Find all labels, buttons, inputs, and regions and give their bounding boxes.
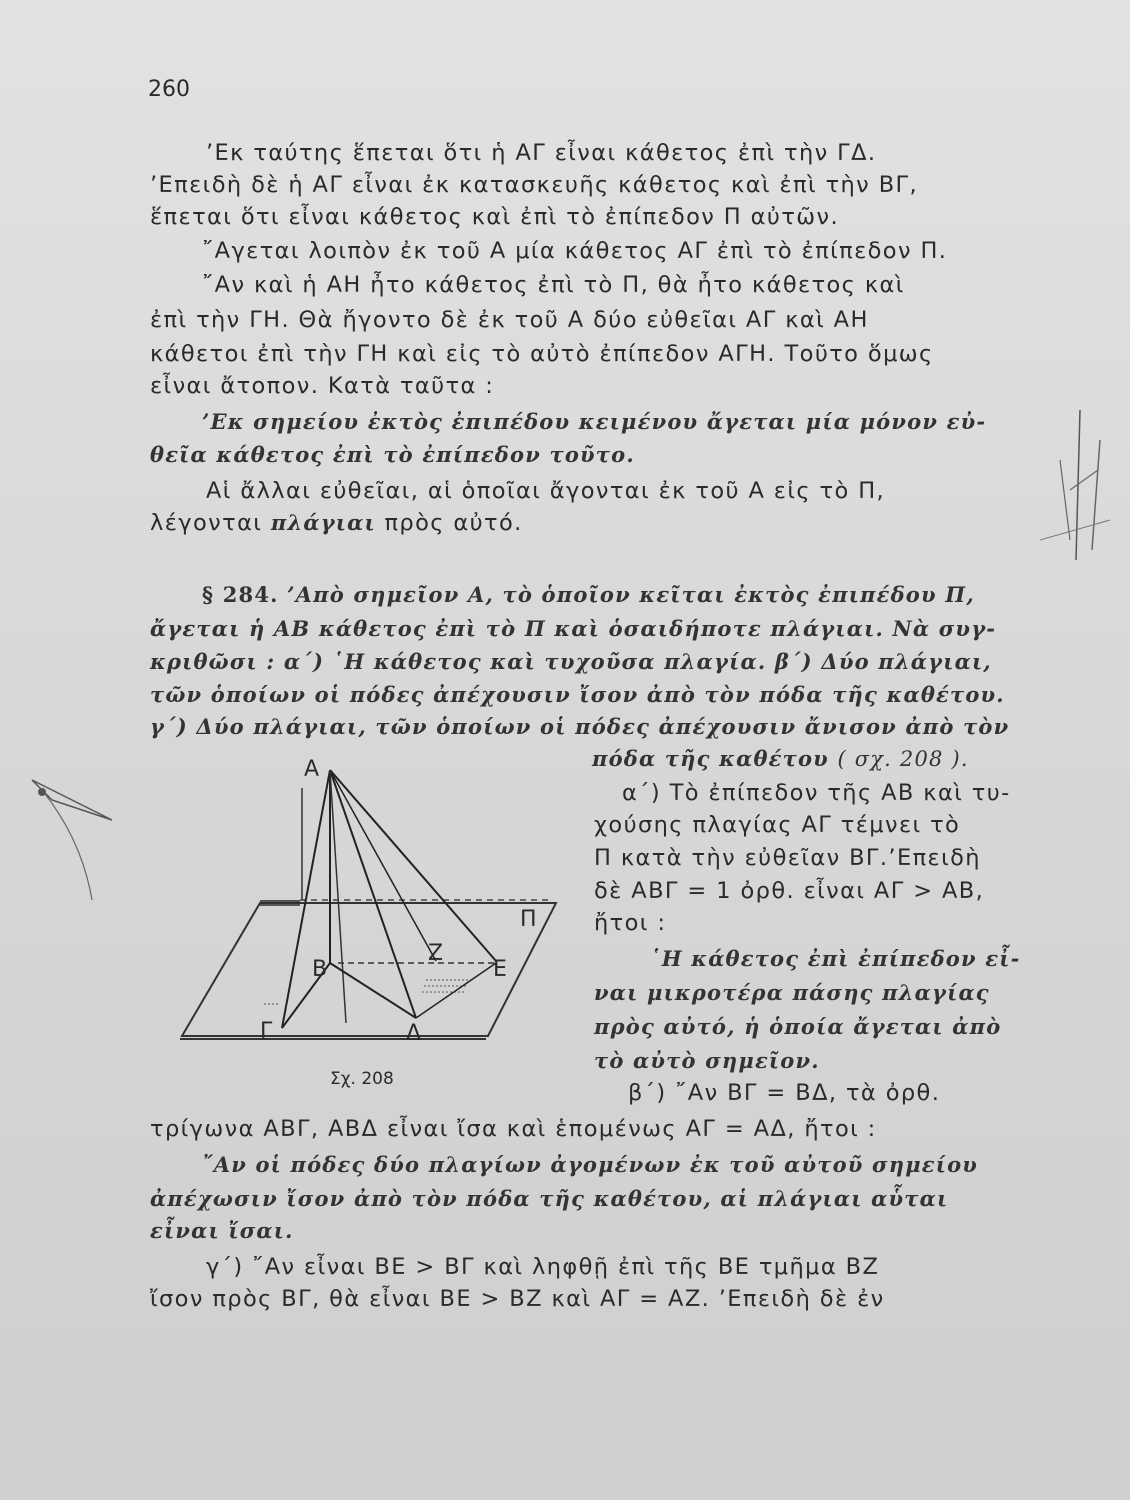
theorem3-line-1: ῎Αν οἱ πόδες δύο πλαγίων ἀγομένων ἐκ τοῦ αὐτοῦ σημείου [202,1152,979,1177]
text-line-8: εἶναι ἄτοπον. Κατὰ ταῦτα : [150,373,495,399]
label-a: Α [304,757,320,782]
text-line-21: Π κατὰ τὴν εὐθεῖαν ΒΓ.’Επειδὴ [594,845,981,871]
text-line-3: ἕπεται ὅτι εἶναι κάθετος καὶ ἐπὶ τὸ ἐπίπεδον Π αὐτῶν. [150,204,840,230]
problem-line-2: ἄγεται ἡ ΑΒ κάθετος ἐπὶ τὸ Π καὶ ὁσαιδήποτε πλάγιαι. Νὰ συγ- [150,616,997,641]
label-g: Γ [260,1019,273,1044]
segment-ae [330,770,496,961]
text-line-33: γ΄) ῎Αν εἶναι ΒΕ > ΒΓ καὶ ληφθῇ ἐπὶ τῆς ΒΕ τμῆμα ΒΖ [206,1254,880,1280]
segment-bd [330,963,416,1018]
figure-caption: Σχ. 208 [330,1069,394,1089]
margin-scribble-right [1040,400,1120,620]
label-z: Ζ [428,941,444,966]
theorem2-line-4: τὸ αὐτὸ σημεῖον. [594,1048,820,1073]
text-line-23: ἤτοι : [594,910,667,936]
label-p: Π [520,907,537,932]
figure-reference: ( σχ. 208 ). [837,747,969,771]
text-line-2: ’Επειδὴ δὲ ἡ ΑΓ εἶναι ἐκ κατασκευῆς κάθετος καὶ ἐπὶ τὴν ΒΓ, [150,172,919,198]
page-number: 260 [148,77,190,102]
theorem2-line-2: ναι μικροτέρα πάσης πλαγίας [594,980,990,1005]
text-line-1: ’Εκ ταύτης ἕπεται ὅτι ἡ ΑΓ εἶναι κάθετος ἐπὶ τὴν ΓΔ. [206,140,877,166]
text-line-7: κάθετοι ἐπὶ τὴν ΓΗ καὶ εἰς τὸ αὐτὸ ἐπίπεδον ΑΓΗ. Τοῦτο ὅμως [150,341,934,367]
label-b: Β [312,957,328,982]
text-span: πρὸς αὐτό. [375,510,523,536]
text-line-22: δὲ ΑΒΓ = 1 ὀρθ. εἶναι ΑΓ > ΑΒ, [594,878,985,904]
theorem-line-1: ’Εκ σημείου ἐκτὸς ἐπιπέδου κειμένου ἄγεται μία μόνον εὐ- [202,409,987,434]
theorem3-line-2: ἀπέχωσιν ἴσον ἀπὸ τὸν πόδα τῆς καθέτου, αἱ πλάγιαι αὗται [150,1186,949,1211]
problem-line-4: τῶν ὁποίων οἱ πόδες ἀπέχουσιν ἴσον ἀπὸ τὸν πόδα τῆς καθέτου. [150,682,1005,707]
label-e: Ε [493,957,507,982]
section-heading [202,580,975,610]
text-line-12 [150,508,523,538]
text-line-11: Αἱ ἄλλαι εὐθεῖαι, αἱ ὁποῖαι ἄγονται ἐκ τοῦ Α εἰς τὸ Π, [206,478,886,504]
theorem2-line-1: ῾Η κάθετος ἐπὶ ἐπίπεδον εἶ- [650,946,1021,971]
text-span: λέγονται [150,510,271,536]
label-d: Δ [406,1021,422,1046]
segment-de [416,963,496,1018]
text-line-20: χούσης πλαγίας ΑΓ τέμνει τὸ [594,812,961,838]
text-line-19: α΄) Τὸ ἐπίπεδον τῆς ΑΒ καὶ τυ- [622,780,1011,806]
text-line-4: ῎Αγεται λοιπὸν ἐκ τοῦ Α μία κάθετος ΑΓ ἐπὶ τὸ ἐπίπεδον Π. [202,238,948,264]
section-title: ’Απὸ σημεῖον Α, τὸ ὁποῖον κεῖται ἐκτὸς ἐπιπέδου Π, [287,582,975,607]
theorem-line-2: θεῖα κάθετος ἐπὶ τὸ ἐπίπεδον τοῦτο. [150,442,635,467]
text-span: πόδα τῆς καθέτου [592,746,838,771]
problem-line-3: κριθῶσι : α΄) ῾Η κάθετος καὶ τυχοῦσα πλαγία. β΄) Δύο πλάγιαι, [150,649,992,674]
margin-scribble-left [22,760,132,910]
text-line-29: τρίγωνα ΑΒΓ, ΑΒΔ εἶναι ἴσα καὶ ἑπομένως ΑΓ = ΑΔ, ἤτοι : [150,1116,877,1142]
figure-208 [168,748,588,1098]
segment-ag [282,770,330,1028]
emphasis-span: πλάγιαι [270,510,376,535]
text-line-34: ἴσον πρὸς ΒΓ, θὰ εἶναι ΒΕ > ΒΖ καὶ ΑΓ = ΑΖ. ’Επειδὴ δὲ ἐν [150,1286,885,1312]
section-number: § 284. [202,582,288,607]
problem-line-5: γ΄) Δύο πλάγιαι, τῶν ὁποίων οἱ πόδες ἀπέχουσιν ἄνισον ἀπὸ τὸν [150,714,1010,739]
problem-line-6 [592,744,969,774]
theorem3-line-3: εἶναι ἴσαι. [150,1218,294,1243]
segment-az [330,770,436,961]
text-line-28: β΄) ῎Αν ΒΓ = ΒΔ, τὰ ὀρθ. [628,1080,941,1106]
theorem2-line-3: πρὸς αὐτό, ἡ ὁποία ἄγεται ἀπὸ [594,1014,1002,1039]
text-line-5: ῎Αν καὶ ἡ ΑΗ ἦτο κάθετος ἐπὶ τὸ Π, θὰ ἦτο κάθετος καὶ [202,272,905,298]
text-line-6: ἐπὶ τὴν ΓΗ. Θὰ ἤγοντο δὲ ἐκ τοῦ Α δύο εὐθεῖαι ΑΓ καὶ ΑΗ [150,307,869,333]
